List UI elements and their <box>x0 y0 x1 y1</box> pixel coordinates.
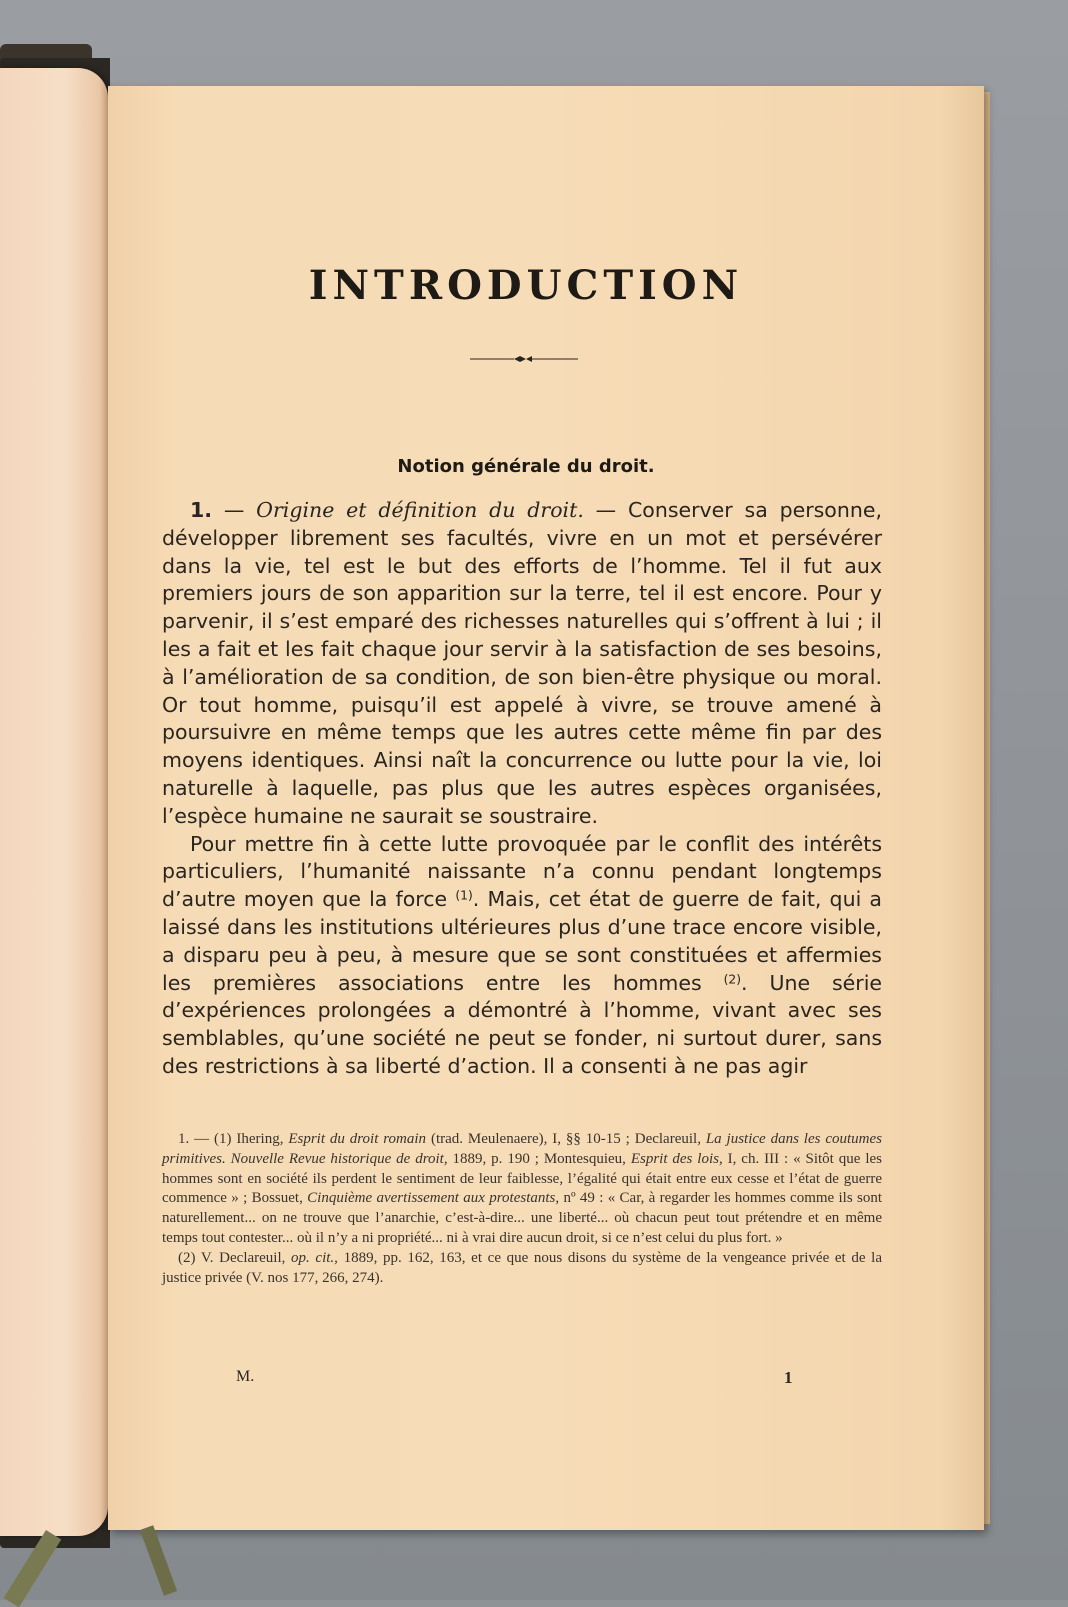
footnote-title: op. cit., <box>291 1249 338 1266</box>
paragraph-2-text-b: . Mais, cet état de guerre de fait, qui a laissé dans les institutions ultérieures plus d’une trace encore visible, a disparu peu à peu, à mesure que se sont constituées et affermies les premières associations entre les hommes <box>162 887 882 995</box>
page-title: INTRODUCTION <box>308 262 744 309</box>
paragraph-1 <box>162 497 882 831</box>
footnote-text: 1889, p. 190 ; Montesquieu, <box>447 1150 631 1167</box>
section-heading: Origine et définition du droit. <box>256 498 584 522</box>
left-page-curl <box>0 68 108 1536</box>
footnote-title: Esprit du droit romain <box>288 1131 427 1147</box>
page-number: 1 <box>784 1368 793 1387</box>
footnote-text: (2) V. Declareuil, <box>178 1249 292 1266</box>
footnote-title: Esprit des lois, <box>630 1150 723 1167</box>
footnote-text: nº 49 : « Car, à regarder les hommes comme ils sont naturellement... on ne trouve que l’anarchie, c’est-à-dire... une liberté... où chacun peut tout prétendre et en même temps tout contester... où il n’y a ni propriété... ni à vrai dire aucun droit, si ce n’est celui du plus fort. » <box>162 1190 883 1246</box>
page-edge <box>984 92 990 1524</box>
paragraph-1-text: Conserver sa personne, développer librement ses facultés, vivre en un mot et persévérer dans la vie, tel est le but des efforts de l’homme. Tel il fut aux premiers jours de son apparition sur la terre, tel il est encore. Pour y parvenir, il s’est emparé des richesses naturelles qui s’offrent à lui ; il les a fait et les fait chaque jour servir à la satisfaction de ses besoins, à l’amélioration de sa condition, de son bien-être physique ou moral. Or tout homme, puisqu’il est appelé à vivre, se trouve amené à poursuivre en même temps que les autres cette même fin par des moyens identiques. Ainsi naît la concurrence ou lutte pour la vie, loi naturelle à laquelle, pas plus que les autres espèces organisées, l’espèce humaine ne saurait se soustraire. <box>162 498 882 828</box>
paragraph-2-text-a: Pour mettre fin à cette lutte provoquée par le conflit des intérêts particuliers, l’humanité naissante n’a connu pendant longtemps d’autre moyen que la force <box>162 831 882 912</box>
printer-signature: M. <box>236 1368 255 1385</box>
section-number: 1. <box>190 498 213 522</box>
footnote-ref-2: (2) <box>723 971 742 986</box>
footnote-ref-1: (1) <box>455 888 473 903</box>
footnote-text: (trad. Meulenaere), I, §§ 10-15 ; Declareuil, <box>426 1131 706 1147</box>
footnote-text: I, ch. III : « Sitôt que les hommes sont en société ils perdent le sentiment de leur faiblesse, l’égalité qui était entre eux cesse et l’état de guerre commence » ; Bossuet, <box>162 1150 882 1207</box>
footnote-title: Cinquième avertissement aux protestants, <box>307 1190 560 1207</box>
footnote-title: La justice dans les coutumes primitives. Nouvelle Revue historique de droit, <box>162 1131 883 1167</box>
footnote-1 <box>162 1130 882 1249</box>
footnote-text: 1. — (1) Ihering, <box>178 1131 289 1147</box>
body-text <box>162 497 882 1081</box>
section-subtitle: Notion générale du droit. <box>397 456 655 477</box>
footnotes <box>162 1130 882 1288</box>
paragraph-2 <box>162 831 882 1081</box>
footnote-2 <box>162 1249 882 1289</box>
title-ornament <box>470 354 578 364</box>
dash: — <box>212 498 257 522</box>
paragraph-2-text-c: . Une série d’expériences prolongées a démontré à l’homme, vivant avec ses semblables, qu’une société ne peut se fonder, ni surtout durer, sans des restrictions à sa liberté d’action. Il a consenti à ne pas agir <box>162 970 883 1078</box>
footnote-text: 1889, pp. 162, 163, et ce que nous disons du système de la vengeance privée et de la justice privée (V. nos 177, 266, 274). <box>162 1249 882 1286</box>
dash: — <box>583 498 628 522</box>
